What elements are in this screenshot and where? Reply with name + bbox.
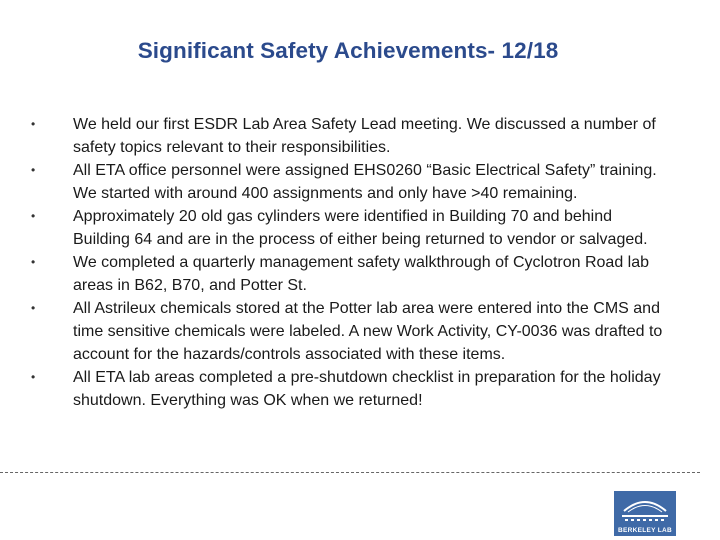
bullet-dot: • [31,209,36,223]
berkeley-lab-logo-icon [614,491,676,525]
slide-title: Significant Safety Achievements- 12/18 [137,38,559,63]
bullet-list [31,113,671,412]
berkeley-lab-logo [614,491,676,536]
footer-divider [0,472,700,473]
bullet-text: All ETA office personnel were assigned EHS0260 “Basic Electrical Safety” training. We started with around 400 assignments and only have >40 remaining. [73,162,657,202]
bullet-dot: • [31,117,36,131]
logo-text: BERKELEY LAB [617,527,673,534]
bullet-item [31,366,671,412]
bullet-item [31,251,671,297]
bullet-dot: • [31,301,36,315]
bullet-text: Approximately 20 old gas cylinders were identified in Building 70 and behind Building 64 and are in the process of either being returned to vendor or salvaged. [73,208,648,248]
bullet-text: All Astrileux chemicals stored at the Potter lab area were entered into the CMS and time sensitive chemicals were labeled. A new Work Activity, CY-0036 was drafted to account for the hazards/controls associated with these items. [73,300,663,363]
bullet-text: All ETA lab areas completed a pre-shutdown checklist in preparation for the holiday shutdown. Everything was OK when we returned! [73,369,661,409]
bullet-dot: • [31,163,36,177]
bullet-dot: • [31,370,36,384]
bullet-item [31,113,671,159]
bullet-dot: • [31,255,36,269]
bullet-item [31,297,671,366]
bullet-item [31,159,671,205]
bullet-text: We completed a quarterly management safety walkthrough of Cyclotron Road lab areas in B62, B70, and Potter St. [73,254,650,294]
bullet-text: We held our first ESDR Lab Area Safety Lead meeting. We discussed a number of safety topics relevant to their responsibilities. [73,116,656,156]
bullet-item [31,205,671,251]
